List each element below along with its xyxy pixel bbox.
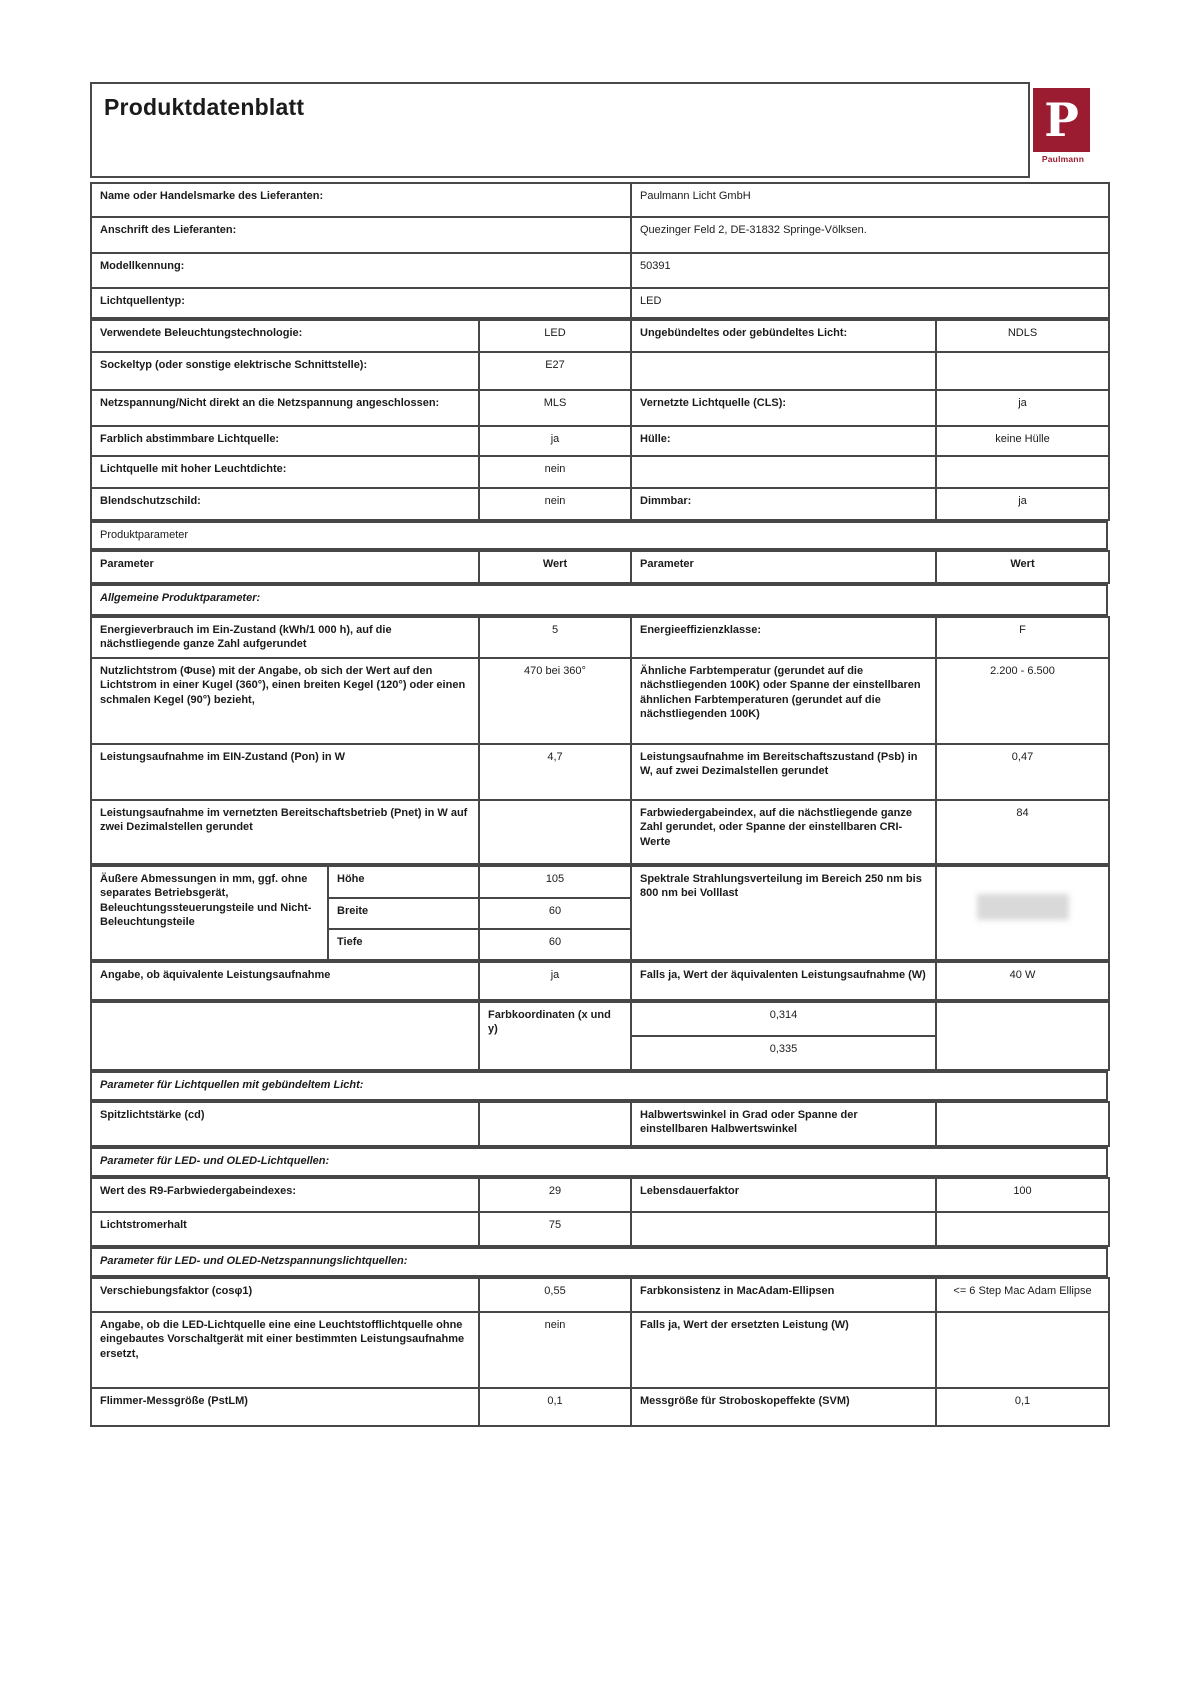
param-value: LED	[479, 320, 631, 352]
param-label: Spitzlichtstärke (cd)	[91, 1102, 479, 1146]
dimension-value: 105	[479, 866, 631, 898]
spectral-chart-placeholder	[977, 894, 1069, 920]
column-header: Parameter	[631, 551, 936, 583]
section-title: Parameter für Lichtquellen mit gebündeltem Licht:	[91, 1072, 1107, 1100]
column-header: Wert	[479, 551, 631, 583]
param-label: Angabe, ob die LED-Lichtquelle eine eine Leuchtstofflichtquelle ohne eingebautes Vorschaltgerät mit einer bestimmten Leistungsaufnahme ersetzt,	[91, 1312, 479, 1388]
supplier-table	[90, 182, 1110, 319]
param-value	[936, 352, 1109, 390]
column-header: Parameter	[91, 551, 479, 583]
table-row	[91, 488, 1109, 520]
param-value: Paulmann Licht GmbH	[631, 183, 1109, 217]
table-row	[91, 800, 1109, 864]
param-label: Netzspannung/Nicht direkt an die Netzspannung angeschlossen:	[91, 390, 479, 426]
table-row	[91, 551, 1109, 583]
param-value	[936, 1212, 1109, 1246]
table-row	[91, 320, 1109, 352]
section-title: Allgemeine Produktparameter:	[91, 585, 1107, 615]
paulmann-logo-icon: P	[1033, 88, 1090, 152]
param-value: <= 6 Step Mac Adam Ellipse	[936, 1278, 1109, 1312]
param-label: Sockeltyp (oder sonstige elektrische Schnittstelle):	[91, 352, 479, 390]
table-row	[91, 1212, 1109, 1246]
param-value: 5	[479, 617, 631, 658]
section-title: Parameter für LED- und OLED-Netzspannungslichtquellen:	[91, 1248, 1107, 1276]
param-value: 50391	[631, 253, 1109, 288]
table-row	[91, 1148, 1107, 1176]
datasheet-content	[90, 82, 1108, 1427]
table-row	[91, 1072, 1107, 1100]
param-value: LED	[631, 288, 1109, 318]
param-value: 2.200 - 6.500	[936, 658, 1109, 744]
param-value: 470 bei 360°	[479, 658, 631, 744]
table-row	[91, 288, 1109, 318]
param-value: 0,1	[479, 1388, 631, 1426]
dimension-name: Breite	[328, 898, 479, 929]
param-value: F	[936, 617, 1109, 658]
param-value: nein	[479, 488, 631, 520]
section-bar	[90, 1147, 1108, 1177]
param-value	[479, 1102, 631, 1146]
param-label: Flimmer-Messgröße (PstLM)	[91, 1388, 479, 1426]
table-row	[91, 962, 1109, 1000]
param-value: E27	[479, 352, 631, 390]
param-label: Hülle:	[631, 426, 936, 456]
param-label: Ungebündeltes oder gebündeltes Licht:	[631, 320, 936, 352]
param-value: ja	[479, 962, 631, 1000]
param-label: Dimmbar:	[631, 488, 936, 520]
param-label: Farbkonsistenz in MacAdam-Ellipsen	[631, 1278, 936, 1312]
dimensions-table	[90, 865, 1110, 961]
table-row	[91, 1178, 1109, 1212]
table-row	[91, 183, 1109, 217]
param-label: Wert des R9-Farbwiedergabeindexes:	[91, 1178, 479, 1212]
param-label: Falls ja, Wert der ersetzten Leistung (W)	[631, 1312, 936, 1388]
spectral-cell	[936, 866, 1109, 960]
table-row	[91, 658, 1109, 744]
column-header: Wert	[936, 551, 1109, 583]
param-value	[479, 800, 631, 864]
param-value: NDLS	[936, 320, 1109, 352]
paulmann-brand-text: Paulmann	[1041, 154, 1085, 164]
table-row	[91, 1248, 1107, 1276]
param-value	[936, 456, 1109, 488]
datasheet-header	[90, 82, 1030, 178]
param-label	[631, 456, 936, 488]
datasheet-tables	[90, 182, 1108, 1427]
section-title: Parameter für LED- und OLED-Lichtquellen:	[91, 1148, 1107, 1176]
param-label: Anschrift des Lieferanten:	[91, 217, 631, 253]
table-row	[91, 744, 1109, 800]
param-label: Lichtquellentyp:	[91, 288, 631, 318]
param-value: keine Hülle	[936, 426, 1109, 456]
param-label: Angabe, ob äquivalente Leistungsaufnahme	[91, 962, 479, 1000]
table-row	[91, 1312, 1109, 1388]
param-value: 0,1	[936, 1388, 1109, 1426]
empty-cell	[91, 1002, 479, 1070]
table-row	[91, 522, 1107, 549]
param-header-row	[90, 550, 1110, 584]
param-value: 29	[479, 1178, 631, 1212]
led-params-table	[90, 1177, 1110, 1247]
section-bar	[90, 1247, 1108, 1277]
param-label: Blendschutzschild:	[91, 488, 479, 520]
colour-coordinates-table	[90, 1001, 1110, 1071]
param-label: Energieeffizienzklasse:	[631, 617, 936, 658]
section-bar	[90, 1071, 1108, 1101]
param-label	[631, 1212, 936, 1246]
table-row	[91, 426, 1109, 456]
table-row	[91, 1278, 1109, 1312]
param-label: Farbwiedergabeindex, auf die nächstliegende ganze Zahl gerundet, oder Spanne der einstellbaren CRI-Werte	[631, 800, 936, 864]
table-row	[91, 352, 1109, 390]
param-label: Energieverbrauch im Ein-Zustand (kWh/1 000 h), auf die nächstliegende ganze Zahl aufgerundet	[91, 617, 479, 658]
param-label: Verwendete Beleuchtungstechnologie:	[91, 320, 479, 352]
param-label: Lebensdauerfaktor	[631, 1178, 936, 1212]
table-row	[91, 617, 1109, 658]
param-value: 40 W	[936, 962, 1109, 1000]
param-label: Äußere Abmessungen in mm, ggf. ohne separates Betriebsgerät, Beleuchtungssteuerungsteile und Nicht-Beleuchtungsteile	[91, 866, 328, 960]
param-value: Quezinger Feld 2, DE-31832 Springe-Völksen.	[631, 217, 1109, 253]
param-value: ja	[479, 426, 631, 456]
table-row	[91, 390, 1109, 426]
empty-cell	[936, 1002, 1109, 1070]
param-value: 0,55	[479, 1278, 631, 1312]
param-value: nein	[479, 1312, 631, 1388]
technology-table	[90, 319, 1110, 521]
table-row	[91, 456, 1109, 488]
param-label: Halbwertswinkel in Grad oder Spanne der einstellbaren Halbwertswinkel	[631, 1102, 936, 1146]
param-label: Farbkoordinaten (x und y)	[479, 1002, 631, 1070]
paulmann-logo	[1033, 88, 1093, 164]
param-label: Nutzlichtstrom (Φuse) mit der Angabe, ob sich der Wert auf den Lichtstrom in einer Kugel (360°), einen breiten Kegel (120°) oder einen schmalen Kegel (90°) bezieht,	[91, 658, 479, 744]
table-row	[91, 1388, 1109, 1426]
param-label: Vernetzte Lichtquelle (CLS):	[631, 390, 936, 426]
param-label: Messgröße für Stroboskopeffekte (SVM)	[631, 1388, 936, 1426]
param-label: Leistungsaufnahme im vernetzten Bereitschaftsbetrieb (Pnet) in W auf zwei Dezimalstellen gerundet	[91, 800, 479, 864]
equivalent-power-table	[90, 961, 1110, 1001]
param-label: Lichtstromerhalt	[91, 1212, 479, 1246]
section-bar	[90, 521, 1108, 550]
mains-params-table	[90, 1277, 1110, 1427]
dimension-value: 60	[479, 929, 631, 960]
table-row	[91, 866, 1109, 898]
param-value: 75	[479, 1212, 631, 1246]
param-value: 4,7	[479, 744, 631, 800]
general-params-table	[90, 616, 1110, 865]
table-row	[91, 217, 1109, 253]
param-value: 84	[936, 800, 1109, 864]
param-label	[631, 352, 936, 390]
param-label: Modellkennung:	[91, 253, 631, 288]
table-row	[91, 1002, 1109, 1036]
beam-params-table	[90, 1101, 1110, 1147]
dimension-value: 60	[479, 898, 631, 929]
table-row	[91, 585, 1107, 615]
section-title: Produktparameter	[91, 522, 1107, 549]
param-value: 100	[936, 1178, 1109, 1212]
param-label: Leistungsaufnahme im Bereitschaftszustand (Psb) in W, auf zwei Dezimalstellen gerundet	[631, 744, 936, 800]
param-label: Ähnliche Farbtemperatur (gerundet auf die nächstliegenden 100K) oder Spanne der einstellbaren ähnlichen Farbtemperaturen (gerundet auf die nächstliegenden 100K)	[631, 658, 936, 744]
param-label: Farblich abstimmbare Lichtquelle:	[91, 426, 479, 456]
param-value: nein	[479, 456, 631, 488]
table-row	[91, 1102, 1109, 1146]
coordinate-x-value: 0,314	[631, 1002, 936, 1036]
param-label: Falls ja, Wert der äquivalenten Leistungsaufnahme (W)	[631, 962, 936, 1000]
dimension-name: Höhe	[328, 866, 479, 898]
param-value	[936, 1102, 1109, 1146]
param-value: ja	[936, 488, 1109, 520]
dimension-name: Tiefe	[328, 929, 479, 960]
param-value: 0,47	[936, 744, 1109, 800]
page-title: Produktdatenblatt	[104, 94, 305, 120]
param-label: Spektrale Strahlungsverteilung im Bereich 250 nm bis 800 nm bei Volllast	[631, 866, 936, 960]
param-value	[936, 1312, 1109, 1388]
section-bar	[90, 584, 1108, 616]
table-row	[91, 253, 1109, 288]
param-label: Verschiebungsfaktor (cosφ1)	[91, 1278, 479, 1312]
param-value: MLS	[479, 390, 631, 426]
coordinate-y-value: 0,335	[631, 1036, 936, 1070]
param-label: Name oder Handelsmarke des Lieferanten:	[91, 183, 631, 217]
param-label: Leistungsaufnahme im EIN-Zustand (Pon) in W	[91, 744, 479, 800]
param-value: ja	[936, 390, 1109, 426]
param-label: Lichtquelle mit hoher Leuchtdichte:	[91, 456, 479, 488]
